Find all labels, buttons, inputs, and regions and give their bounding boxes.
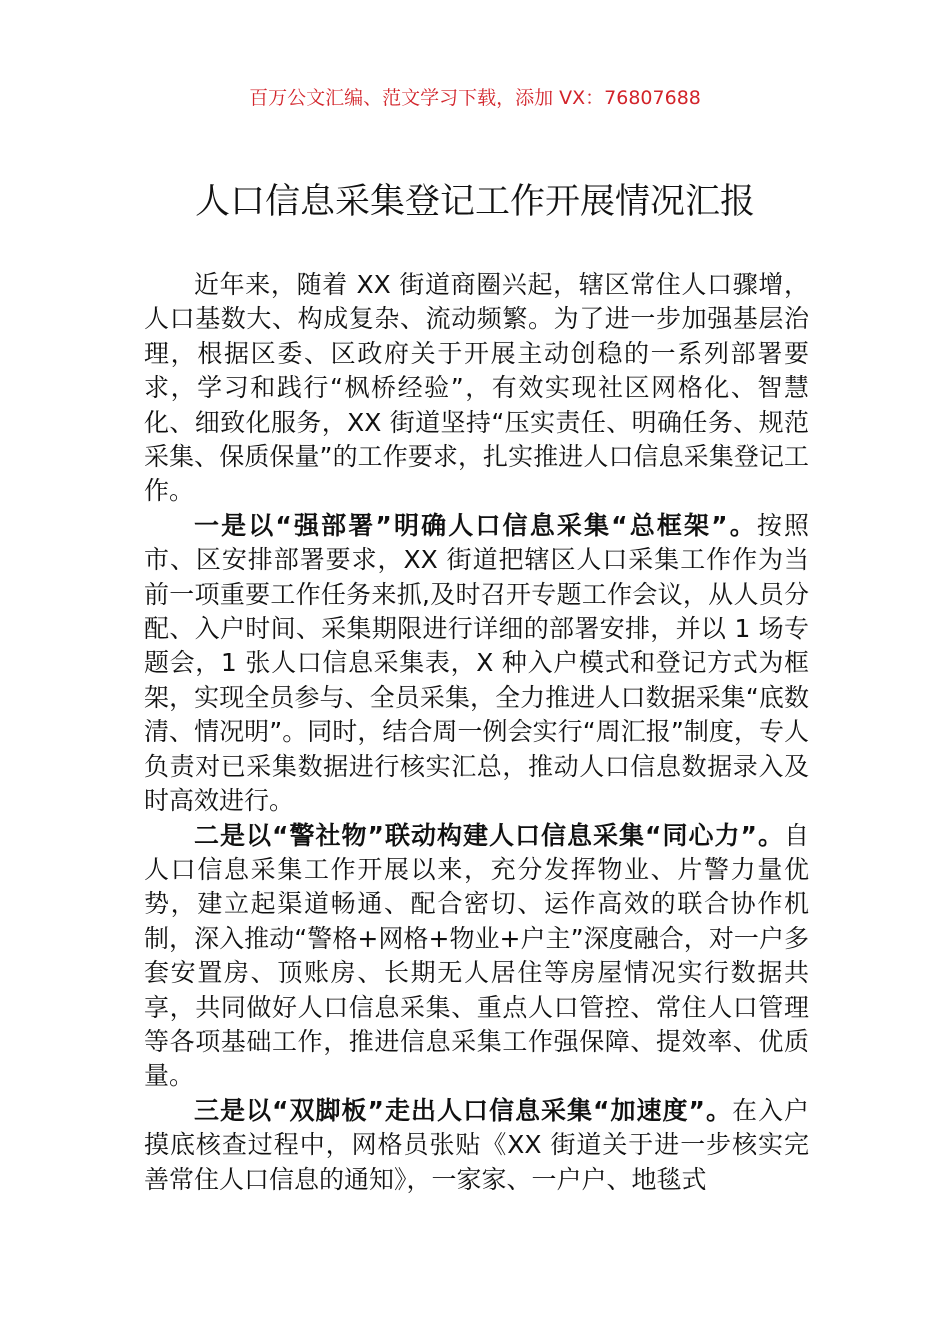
intro-paragraph bbox=[144, 268, 809, 509]
paragraph-text: 按照市、区安排部署要求，XX 街道把辖区人口采集工作作为当前一项重要工作任务来抓,及时召开专题工作会议，从人员分配、入户时间、采集期限进行详细的部署安排，并以 1 场专题会，1 张人口信息采集表，X 种入户模式和登记方式为框架，实现全员参与、全员采集，全力推进人口数据采集“底数清、情况明”。同时，结合周一例会实行“周汇报”制度，专人负责对已采集数据进行核实汇总，推动人口信息数据录入及时高效进行。 bbox=[144, 510, 809, 816]
section-lead-heading: 二是以“警社物”联动构建人口信息采集“同心力”。 bbox=[194, 820, 784, 850]
document-body bbox=[144, 268, 809, 1197]
paragraph-text: 在入户摸底核查过程中，网格员张贴《XX 街道关于进一步核实完善常住人口信息的通知》，一家家、一户户、地毯式 bbox=[144, 1095, 809, 1194]
section-paragraph-1 bbox=[144, 509, 809, 819]
section-lead-heading: 一是以“强部署”明确人口信息采集“总框架”。 bbox=[194, 510, 757, 540]
section-paragraph-2 bbox=[144, 819, 809, 1094]
paragraph-text: 近年来，随着 XX 街道商圈兴起，辖区常住人口骤增，人口基数大、构成复杂、流动频繁。为了进一步加强基层治理，根据区委、区政府关于开展主动创稳的一系列部署要求，学习和践行“枫桥经验”，有效实现社区网格化、智慧化、细致化服务，XX 街道坚持“压实责任、明确任务、规范采集、保质保量”的工作要求，扎实推进人口信息采集登记工作。 bbox=[144, 270, 809, 506]
header-promo-note: 百万公文汇编、范文学习下载，添加 VX：76807688 bbox=[249, 87, 701, 109]
paragraph-text: 自人口信息采集工作开展以来，充分发挥物业、片警力量优势，建立起渠道畅通、配合密切、运作高效的联合协作机制，深入推动“警格+网格+物业+户主”深度融合，对一户多套安置房、顶账房、长期无人居住等房屋情况实行数据共享，共同做好人口信息采集、重点人口管控、常住人口管理等各项基础工作，推进信息采集工作强保障、提效率、优质量。 bbox=[144, 820, 809, 1091]
document-title: 人口信息采集登记工作开展情况汇报 bbox=[194, 182, 755, 222]
section-lead-heading: 三是以“双脚板”走出人口信息采集“加速度”。 bbox=[194, 1095, 732, 1125]
section-paragraph-3 bbox=[144, 1094, 809, 1197]
